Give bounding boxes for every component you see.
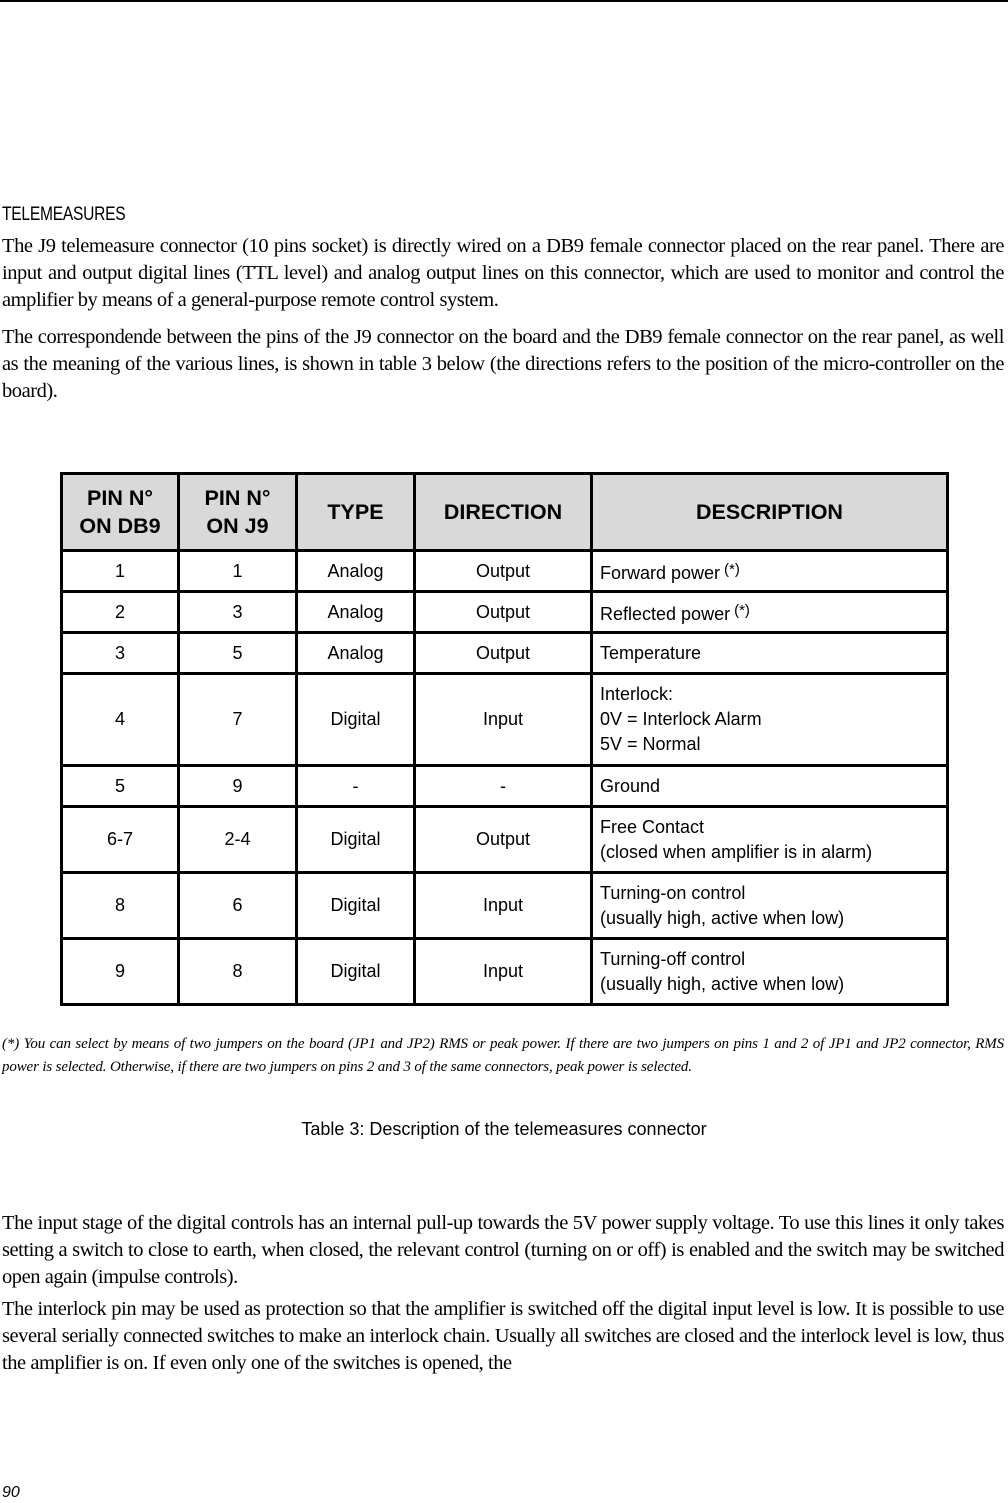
footnote-marker: (*) bbox=[734, 601, 750, 619]
cell-j9: 2-4 bbox=[179, 807, 297, 873]
cell-direction: - bbox=[415, 766, 592, 807]
paragraph-intro: The J9 telemeasure connector (10 pins socket) is directly wired on a DB9 female connector placed on the rear panel. There are input and output digital lines (TTL level) and analog output lines on this connector, which are used to monitor and control the amplifier by means of a general-purpose remote control system. bbox=[2, 235, 1004, 311]
table-row bbox=[62, 939, 948, 1005]
cell-description bbox=[592, 592, 948, 633]
cell-type: Digital bbox=[297, 873, 415, 939]
table-row bbox=[62, 807, 948, 873]
cell-direction: Input bbox=[415, 674, 592, 766]
cell-description bbox=[592, 551, 948, 592]
cell-type: Analog bbox=[297, 592, 415, 633]
footnote-marker: (*) bbox=[724, 560, 740, 578]
cell-db9: 3 bbox=[62, 633, 179, 674]
table-row bbox=[62, 592, 948, 633]
cell-type: Digital bbox=[297, 674, 415, 766]
cell-direction: Input bbox=[415, 939, 592, 1005]
cell-j9: 8 bbox=[179, 939, 297, 1005]
cell-description: Ground bbox=[592, 766, 948, 807]
header-direction: DIRECTION bbox=[415, 474, 592, 551]
cell-j9: 7 bbox=[179, 674, 297, 766]
cell-description: Turning-on control (usually high, active when low) bbox=[592, 873, 948, 939]
top-rule bbox=[0, 0, 1008, 2]
cell-direction: Output bbox=[415, 592, 592, 633]
cell-description: Temperature bbox=[592, 633, 948, 674]
cell-type: Digital bbox=[297, 807, 415, 873]
telemeasures-table bbox=[60, 472, 949, 1006]
cell-description: Turning-off control (usually high, active when low) bbox=[592, 939, 948, 1005]
cell-direction: Output bbox=[415, 633, 592, 674]
cell-db9: 4 bbox=[62, 674, 179, 766]
table-row bbox=[62, 633, 948, 674]
cell-db9: 9 bbox=[62, 939, 179, 1005]
description-text: Forward power bbox=[600, 562, 721, 583]
table-row bbox=[62, 766, 948, 807]
cell-direction: Input bbox=[415, 873, 592, 939]
cell-db9: 5 bbox=[62, 766, 179, 807]
cell-type: Analog bbox=[297, 551, 415, 592]
cell-type: - bbox=[297, 766, 415, 807]
cell-j9: 1 bbox=[179, 551, 297, 592]
cell-j9: 9 bbox=[179, 766, 297, 807]
page-number: 90 bbox=[2, 1484, 20, 1501]
cell-direction: Output bbox=[415, 551, 592, 592]
table-row bbox=[62, 551, 948, 592]
description-text: Reflected power bbox=[600, 603, 731, 624]
table-row bbox=[62, 674, 948, 766]
cell-type: Digital bbox=[297, 939, 415, 1005]
cell-db9: 2 bbox=[62, 592, 179, 633]
paragraph-digital-controls: The input stage of the digital controls has an internal pull-up towards the 5V power supply voltage. To use this lines it only takes setting a switch to close to earth, when closed, the relevant control (turning on or off) is enabled and the switch may be switched open again (impulse controls). bbox=[2, 1212, 1004, 1288]
table-row bbox=[62, 873, 948, 939]
table-footnote: (*) You can select by means of two jumpers on the board (JP1 and JP2) RMS or peak power. If there are two jumpers on pins 1 and 2 of JP1 and JP2 connector, RMS power is selected. Otherwise, if there are two jumpers on pins 2 and 3 of the same connectors, peak power is selected. bbox=[2, 1036, 1004, 1075]
table-header-row bbox=[62, 474, 948, 551]
section-title: TELEMEASURES bbox=[2, 204, 126, 225]
header-type: TYPE bbox=[297, 474, 415, 551]
cell-description: Free Contact (closed when amplifier is in alarm) bbox=[592, 807, 948, 873]
cell-type: Analog bbox=[297, 633, 415, 674]
cell-db9: 1 bbox=[62, 551, 179, 592]
cell-j9: 5 bbox=[179, 633, 297, 674]
paragraph-interlock: The interlock pin may be used as protection so that the amplifier is switched off the digital input level is low. It is possible to use several serially connected switches to make an interlock chain. Usually all switches are closed and the interlock level is low, thus the amplifier is on. If even only one of the switches is opened, the bbox=[2, 1298, 1004, 1374]
cell-direction: Output bbox=[415, 807, 592, 873]
header-description: DESCRIPTION bbox=[592, 474, 948, 551]
table-caption: Table 3: Description of the telemeasures connector bbox=[301, 1119, 707, 1139]
header-pin-j9: PIN N° ON J9 bbox=[179, 474, 297, 551]
cell-db9: 6-7 bbox=[62, 807, 179, 873]
cell-description: Interlock: 0V = Interlock Alarm 5V = Normal bbox=[592, 674, 948, 766]
cell-db9: 8 bbox=[62, 873, 179, 939]
paragraph-correspondence: The correspondende between the pins of the J9 connector on the board and the DB9 female connector on the rear panel, as well as the meaning of the various lines, is shown in table 3 below (the directions refers to the position of the micro-controller on the board). bbox=[2, 326, 1004, 402]
cell-j9: 3 bbox=[179, 592, 297, 633]
cell-j9: 6 bbox=[179, 873, 297, 939]
header-pin-db9: PIN N° ON DB9 bbox=[62, 474, 179, 551]
